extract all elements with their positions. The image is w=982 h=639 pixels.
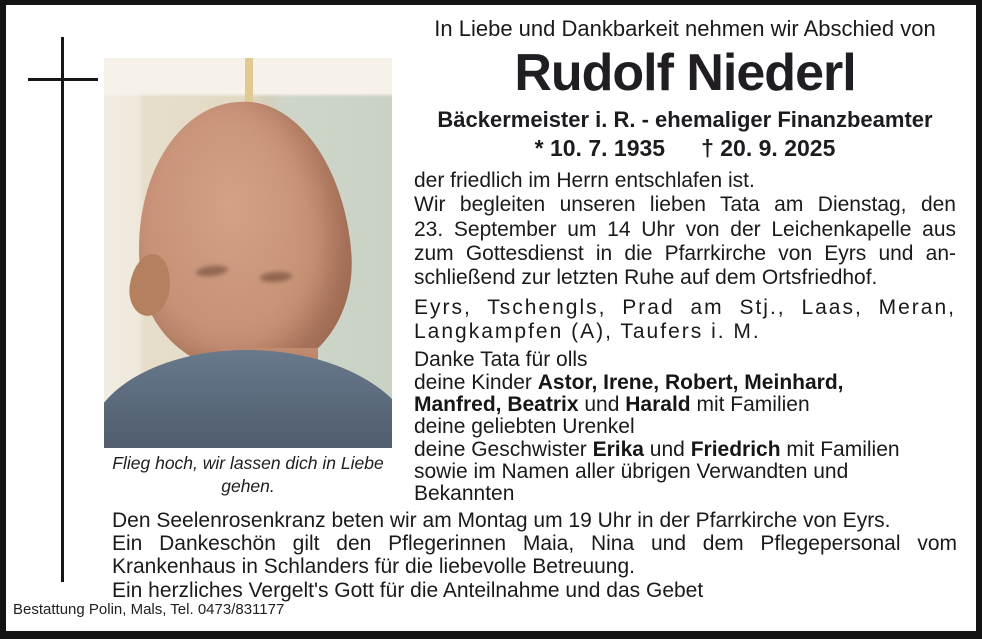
notice-text-column	[414, 14, 956, 506]
sibling-name: Erika	[592, 437, 644, 461]
relatives-line-1: sowie im Namen aller übrigen Verwandten und	[414, 459, 849, 483]
relatives-line-2: Bekannten	[414, 482, 515, 506]
funeral-home-contact: Bestattung Polin, Mals, Tel. 0473/831177	[13, 601, 285, 618]
birth-date: * 10. 7. 1935	[534, 135, 666, 161]
cross-vertical-bar	[61, 37, 64, 582]
children-prefix: deine Kinder	[414, 370, 538, 394]
portrait-shirt	[104, 350, 392, 448]
portrait-head	[129, 95, 359, 381]
death-date: † 20. 9. 2025	[701, 135, 836, 161]
profession-subtitle: Bäckermeister i. R. - ehemaliger Finanzbeamter	[437, 107, 933, 132]
intro-line: In Liebe und Dankbarkeit nehmen wir Abschied von	[434, 16, 936, 41]
funeral-details-line: 23. September um 14 Uhr von der Leichenkapelle aus	[414, 217, 956, 241]
portrait-photo	[104, 58, 392, 448]
children-line-1	[414, 372, 956, 394]
announcement-paragraph	[414, 169, 956, 290]
funeral-details-line: Wir begleiten unseren lieben Tata am Dienstag, den	[414, 193, 956, 217]
children-names: Manfred, Beatrix	[414, 393, 579, 417]
sibling-name: Friedrich	[690, 437, 781, 461]
condolence-line: Ein herzliches Vergelt's Gott für die Anteilnahme und das Gebet	[112, 578, 704, 602]
caregivers-line-2: Krankenhaus in Schlanders für die liebevolle Betreuung.	[112, 555, 636, 579]
rosary-line: Den Seelenrosenkranz beten wir am Montag um 19 Uhr in der Pfarrkirche von Eyrs.	[112, 509, 891, 532]
funeral-details-line: schließend zur letzten Ruhe auf dem Ortsfriedhof.	[414, 266, 878, 290]
places-line-1: Eyrs, Tschengls, Prad am Stj., Laas, Meran,	[414, 296, 956, 320]
deceased-name: Rudolf Niederl	[514, 44, 856, 102]
bottom-block	[112, 509, 957, 602]
children-names: Astor, Irene, Robert, Meinhard,	[537, 370, 844, 394]
passing-line: der friedlich im Herrn entschlafen ist.	[414, 169, 755, 192]
thanks-line: Danke Tata für olls	[414, 348, 588, 372]
siblings-prefix: deine Geschwister	[414, 437, 593, 461]
siblings-suffix: mit Familien	[780, 437, 900, 461]
life-dates	[414, 135, 956, 162]
great-grandchildren-line: deine geliebten Urenkel	[414, 415, 635, 439]
photo-caption: Flieg hoch, wir lassen dich in Liebe gehen.	[112, 453, 384, 496]
caregivers-line-1: Ein Dankeschön gilt den Pflegerinnen Maia, Nina und dem Pflegepersonal vom	[112, 532, 957, 556]
cross-horizontal-bar	[28, 78, 98, 81]
conjunction: und	[643, 437, 691, 461]
funeral-details-line: zum Gottesdienst in die Pfarrkirche von Eyrs und an-	[414, 241, 956, 265]
conjunction: und	[578, 393, 626, 417]
children-names: Harald	[625, 393, 691, 417]
children-suffix: mit Familien	[690, 393, 810, 417]
places-line-2: Langkampfen (A), Taufers i. M.	[414, 319, 761, 343]
children-line-2	[414, 394, 956, 416]
family-block	[414, 349, 956, 505]
places-line	[414, 296, 956, 343]
siblings-line	[414, 439, 956, 461]
